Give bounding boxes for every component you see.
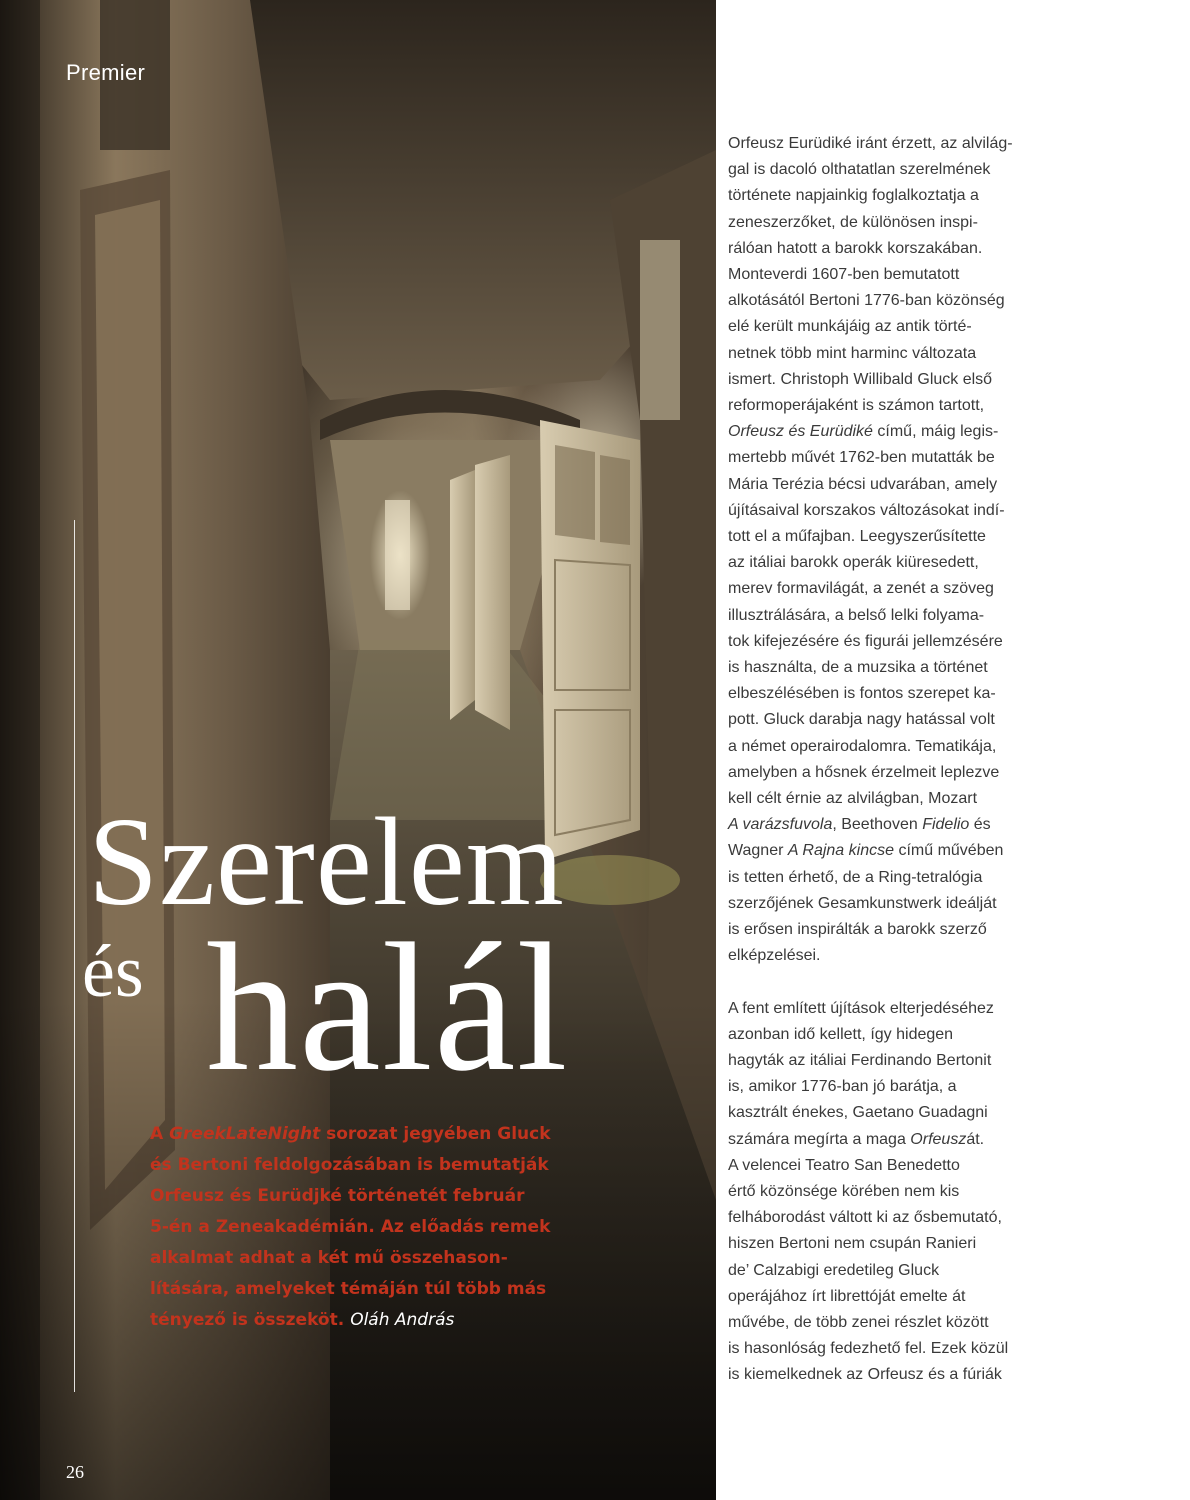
body-paragraph-2 [728, 996, 1038, 1389]
page-number: 26 [66, 1462, 84, 1482]
text-line: A fent említett újítások elterjedéséhez [728, 999, 994, 1017]
text-line: rálóan hatott a barokk korszakában. [728, 239, 983, 257]
lead-line-4: 5-én a Zeneakadémián. Az előadás remek [150, 1217, 551, 1237]
text-line: pott. Gluck darabja nagy hatással volt [728, 711, 995, 729]
text-line: művébe, de több zenei részlet között [728, 1313, 989, 1331]
text-fragment: , Beethoven [832, 816, 923, 834]
text-line: szerzőjének Gesamkunstwerk ideálját [728, 894, 997, 912]
text-line: is használta, de a muzsika a történet [728, 659, 988, 677]
text-line: reformoperájaként is számon tartott, [728, 397, 985, 415]
text-line: hagyták az itáliai Ferdinando Bertonit [728, 1051, 992, 1069]
vertical-rule [74, 520, 75, 1392]
text-line: felháborodást váltott ki az ősbemutató, [728, 1209, 1002, 1227]
text-line: zeneszerzőket, de különösen inspi- [728, 213, 978, 231]
text-line: a német operairodalomra. Tematikája, [728, 737, 997, 755]
lead-line-7: tényező is összeköt. [150, 1310, 345, 1330]
lead-line-1-rest: sorozat jegyében Gluck [320, 1124, 551, 1144]
headline-line-2: halál [206, 905, 569, 1109]
text-line: azonban idő kellett, így hidegen [728, 1025, 954, 1043]
text-line [728, 419, 1038, 445]
text-line: A velencei Teatro San Benedetto [728, 1156, 960, 1174]
section-label: Premier [66, 60, 146, 85]
text-line: is, amikor 1776-ban jó barátja, a [728, 1078, 957, 1096]
text-fragment: számára megírta a maga [728, 1130, 911, 1148]
text-line: alkotásától Bertoni 1776-ban közönség [728, 292, 1005, 310]
text-fragment: és [969, 816, 991, 834]
text-line: netnek több mint harminc változata [728, 344, 977, 362]
headline-line-1: Szerelem [88, 793, 565, 932]
text-fragment: című művében [894, 842, 1004, 860]
text-line: illusztrálására, a belső lelki folyama- [728, 606, 985, 624]
text-line: is tetten érhető, de a Ring-tetralógia [728, 868, 983, 886]
article-body [728, 131, 1038, 1389]
text-line [728, 812, 1038, 838]
text-line: amelyben a hősnek érzelmeit leplezve [728, 763, 1000, 781]
text-line: kasztrált énekes, Gaetano Guadagni [728, 1104, 988, 1122]
text-line: hiszen Bertoni nem csupán Ranieri [728, 1235, 977, 1253]
work-title: A varázsfuvola [728, 816, 833, 834]
text-line: merev formavilágát, a zenét a szöveg [728, 580, 994, 598]
text-fragment: át. [966, 1130, 985, 1148]
work-title: Fidelio [922, 816, 970, 834]
text-line: Monteverdi 1607-ben bemutatott [728, 266, 960, 284]
work-title: A Rajna kincse [787, 842, 894, 860]
text-line: ismert. Christoph Willibald Gluck első [728, 370, 993, 388]
text-line: Mária Terézia bécsi udvarában, amely [728, 475, 998, 493]
text-line: is kiemelkednek az Orfeusz és a fúriák [728, 1366, 1002, 1384]
text-line [728, 838, 1038, 864]
lead-paragraph [150, 1119, 590, 1336]
lead-line-5: alkalmat adhat a két mű összehason- [150, 1248, 508, 1268]
text-line: is hasonlóság fedezhető fel. Ezek közül [728, 1340, 1009, 1358]
text-line: kell célt érnie az alvilágban, Mozart [728, 790, 978, 808]
lead-line-3: Orfeusz és Eurüdjké történetét február [150, 1186, 525, 1206]
text-line: újításaival korszakos változásokat indí- [728, 501, 1005, 519]
headline-conjunction: és [82, 931, 144, 1013]
text-line: mertebb művét 1762-ben mutatták be [728, 449, 995, 467]
text-fragment: című, máig legis- [872, 423, 999, 441]
text-line: elé került munkájáig az antik törté- [728, 318, 972, 336]
text-line: elképzelései. [728, 947, 821, 965]
work-title: Orfeusz [910, 1130, 967, 1148]
text-line: Orfeusz Eurüdiké iránt érzett, az alvilág- [728, 135, 1013, 152]
lead-line-2: és Bertoni feldolgozásában is bemutatják [150, 1155, 549, 1175]
text-line: gal is dacoló olthatatlan szerelmének [728, 161, 991, 179]
text-line [728, 1127, 1038, 1153]
body-paragraph-1 [728, 131, 1038, 970]
work-title: Orfeusz és Eurüdiké [728, 423, 873, 441]
author-name: Oláh András [350, 1310, 455, 1330]
lead-series-name: GreekLateNight [169, 1124, 321, 1144]
lead-prefix: A [150, 1124, 170, 1144]
text-line: de’ Calzabigi eredetileg Gluck [728, 1261, 940, 1279]
text-line: az itáliai barokk operák kiüresedett, [728, 554, 979, 572]
text-line: története napjainkig foglalkoztatja a [728, 187, 979, 205]
text-line: is erősen inspirálták a barokk szerző [728, 921, 987, 939]
text-line: tok kifejezésére és figurái jellemzésére [728, 632, 1003, 650]
text-line: operájához írt librettóját emelte át [728, 1287, 966, 1305]
lead-line-6: lítására, amelyeket témáján túl több más [150, 1279, 547, 1299]
text-line: tott el a műfajban. Leegyszerűsítette [728, 528, 986, 546]
text-line: értő közönsége körében nem kis [728, 1182, 960, 1200]
text-line: elbeszélésében is fontos szerepet ka- [728, 685, 996, 703]
text-fragment: Wagner [728, 842, 788, 860]
